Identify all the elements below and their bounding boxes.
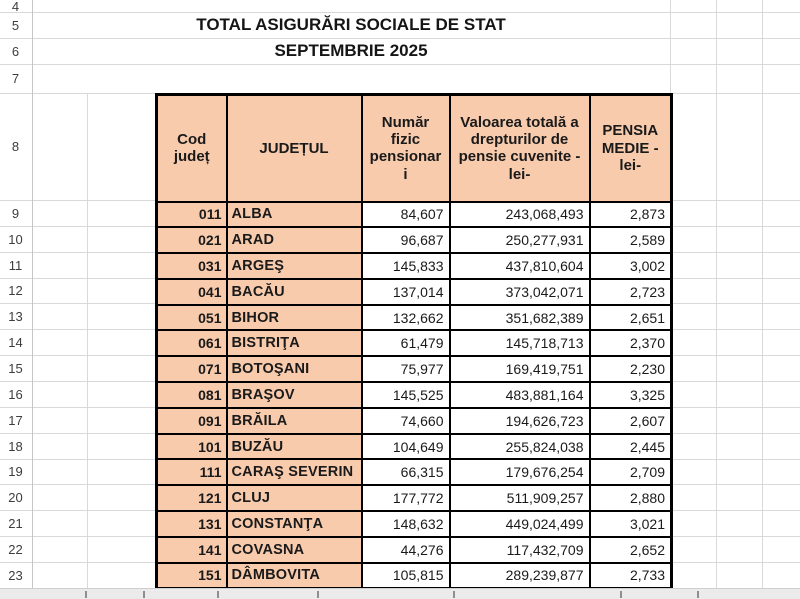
pensia-cell[interactable]: 2,589	[590, 227, 672, 253]
valoare-cell[interactable]: 243,068,493	[450, 202, 590, 228]
column-boundary-tick	[697, 591, 699, 598]
table-row	[157, 563, 672, 589]
table-row	[157, 434, 672, 460]
table-row	[157, 202, 672, 228]
row-header-cell[interactable]: 11	[8, 257, 23, 273]
table-row	[157, 511, 672, 537]
cod-cell[interactable]: 051	[157, 305, 227, 331]
valoare-cell[interactable]: 194,626,723	[450, 408, 590, 434]
valoare-cell[interactable]: 117,432,709	[450, 537, 590, 563]
judet-cell[interactable]: BISTRIŢA	[227, 330, 362, 356]
judet-cell[interactable]: ALBA	[227, 202, 362, 228]
judet-cell[interactable]: CARAŞ SEVERIN	[227, 459, 362, 485]
pensia-cell[interactable]: 2,445	[590, 434, 672, 460]
col-header-valoare-totala[interactable]: Valoarea totală a drepturilor de pensie cuvenite -lei-	[450, 95, 590, 202]
valoare-cell[interactable]: 437,810,604	[450, 253, 590, 279]
numar-cell[interactable]: 105,815	[362, 563, 450, 589]
col-header-cod-judet[interactable]: Cod județ	[157, 95, 227, 202]
pensia-cell[interactable]: 2,230	[590, 356, 672, 382]
column-boundary-tick	[317, 591, 319, 598]
gridline-vertical	[87, 93, 88, 588]
numar-cell[interactable]: 137,014	[362, 279, 450, 305]
col-header-numar-fizic[interactable]: Număr fizic pensionari	[362, 95, 450, 202]
cod-cell[interactable]: 041	[157, 279, 227, 305]
judet-cell[interactable]: CLUJ	[227, 485, 362, 511]
cod-cell[interactable]: 031	[157, 253, 227, 279]
pensia-cell[interactable]: 2,607	[590, 408, 672, 434]
cod-cell[interactable]: 101	[157, 434, 227, 460]
pension-table	[155, 93, 673, 590]
row-header-cell[interactable]: 20	[8, 489, 23, 505]
gridline-vertical	[716, 0, 717, 588]
sheet-bottom-strip	[0, 588, 800, 599]
table-row	[157, 279, 672, 305]
valoare-cell[interactable]: 483,881,164	[450, 382, 590, 408]
row-header-cell[interactable]: 19	[8, 464, 23, 479]
cod-cell[interactable]: 131	[157, 511, 227, 537]
valoare-cell[interactable]: 289,239,877	[450, 563, 590, 589]
numar-cell[interactable]: 132,662	[362, 305, 450, 331]
row-header-cell[interactable]: 8	[11, 139, 20, 154]
numar-cell[interactable]: 177,772	[362, 485, 450, 511]
row-header-cell[interactable]: 12	[8, 283, 23, 298]
cod-cell[interactable]: 011	[157, 202, 227, 228]
pensia-cell[interactable]: 2,370	[590, 330, 672, 356]
column-boundary-tick	[453, 591, 455, 598]
title-cell-septembrie[interactable]: SEPTEMBRIE 2025	[274, 41, 428, 60]
row-header-cell[interactable]: 16	[8, 386, 23, 402]
judet-cell[interactable]: DÂMBOVITA	[227, 563, 362, 589]
numar-cell[interactable]: 96,687	[362, 227, 450, 253]
title-cell-total-asigurari[interactable]: TOTAL ASIGURĂRI SOCIALE DE STAT	[196, 15, 506, 34]
table-row	[157, 408, 672, 434]
row-header-cell[interactable]: 23	[8, 567, 23, 583]
col-header-pensia-medie[interactable]: PENSIA MEDIE -lei-	[590, 95, 672, 202]
table-row	[157, 459, 672, 485]
judet-cell[interactable]: BOTOŞANI	[227, 356, 362, 382]
row-header-cell[interactable]: 14	[8, 334, 23, 350]
judet-cell[interactable]: BUZĂU	[227, 434, 362, 460]
table-header-row	[157, 95, 672, 202]
judet-cell[interactable]: BRAŞOV	[227, 382, 362, 408]
row-header-cell[interactable]: 7	[11, 71, 20, 86]
pensia-cell[interactable]: 2,652	[590, 537, 672, 563]
gridline-vertical	[670, 0, 671, 93]
cod-cell[interactable]: 061	[157, 330, 227, 356]
table-row	[157, 356, 672, 382]
cod-cell[interactable]: 151	[157, 563, 227, 589]
row-header-cell[interactable]: 6	[11, 43, 20, 59]
judet-cell[interactable]: ARGEŞ	[227, 253, 362, 279]
cod-cell[interactable]: 141	[157, 537, 227, 563]
gridline-vertical	[32, 0, 33, 588]
numar-cell[interactable]: 84,607	[362, 202, 450, 228]
judet-cell[interactable]: CONSTANŢA	[227, 511, 362, 537]
row-header-cell[interactable]: 22	[8, 541, 23, 557]
numar-cell[interactable]: 74,660	[362, 408, 450, 434]
pensia-cell[interactable]: 3,021	[590, 511, 672, 537]
numar-cell[interactable]: 104,649	[362, 434, 450, 460]
table-row	[157, 253, 672, 279]
pensia-cell[interactable]: 2,880	[590, 485, 672, 511]
row-header-cell[interactable]: 5	[11, 17, 20, 33]
judet-cell[interactable]: ARAD	[227, 227, 362, 253]
judet-cell[interactable]: BRĂILA	[227, 408, 362, 434]
table-row	[157, 382, 672, 408]
pensia-cell[interactable]: 2,733	[590, 563, 672, 589]
gridline-horizontal	[0, 64, 800, 65]
row-header-cell[interactable]: 4	[11, 0, 20, 12]
numar-cell[interactable]: 44,276	[362, 537, 450, 563]
table-row	[157, 485, 672, 511]
column-boundary-tick	[620, 591, 622, 598]
valoare-cell[interactable]: 351,682,389	[450, 305, 590, 331]
valoare-cell[interactable]: 373,042,071	[450, 279, 590, 305]
pensia-cell[interactable]: 3,002	[590, 253, 672, 279]
numar-cell[interactable]: 75,977	[362, 356, 450, 382]
row-header-cell[interactable]: 18	[8, 438, 23, 454]
valoare-cell[interactable]: 169,419,751	[450, 356, 590, 382]
valoare-cell[interactable]: 179,676,254	[450, 459, 590, 485]
valoare-cell[interactable]: 250,277,931	[450, 227, 590, 253]
table-row	[157, 537, 672, 563]
table-row	[157, 305, 672, 331]
pensia-cell[interactable]: 2,873	[590, 202, 672, 228]
cod-cell[interactable]: 081	[157, 382, 227, 408]
valoare-cell[interactable]: 255,824,038	[450, 434, 590, 460]
pensia-cell[interactable]: 2,709	[590, 459, 672, 485]
col-header-judetul[interactable]: JUDEȚUL	[227, 95, 362, 202]
column-boundary-tick	[85, 591, 87, 598]
gridline-vertical	[762, 0, 763, 588]
cod-cell[interactable]: 091	[157, 408, 227, 434]
row-header-cell[interactable]: 10	[8, 231, 23, 247]
row-header-cell[interactable]: 9	[11, 205, 20, 221]
table-row	[157, 227, 672, 253]
numar-cell[interactable]: 145,525	[362, 382, 450, 408]
judet-cell[interactable]: COVASNA	[227, 537, 362, 563]
row-header-cell[interactable]: 13	[8, 308, 23, 324]
valoare-cell[interactable]: 145,718,713	[450, 330, 590, 356]
numar-cell[interactable]: 145,833	[362, 253, 450, 279]
valoare-cell[interactable]: 511,909,257	[450, 485, 590, 511]
numar-cell[interactable]: 148,632	[362, 511, 450, 537]
valoare-cell[interactable]: 449,024,499	[450, 511, 590, 537]
column-boundary-tick	[143, 591, 145, 598]
row-header-cell[interactable]: 21	[8, 515, 23, 531]
row-header-cell[interactable]: 17	[8, 412, 23, 428]
cod-cell[interactable]: 121	[157, 485, 227, 511]
judet-cell[interactable]: BACĂU	[227, 279, 362, 305]
numar-cell[interactable]: 66,315	[362, 459, 450, 485]
column-boundary-tick	[217, 591, 219, 598]
numar-cell[interactable]: 61,479	[362, 330, 450, 356]
table-row	[157, 330, 672, 356]
cod-cell[interactable]: 021	[157, 227, 227, 253]
pensia-cell[interactable]: 3,325	[590, 382, 672, 408]
judet-cell[interactable]: BIHOR	[227, 305, 362, 331]
cod-cell[interactable]: 111	[157, 459, 227, 485]
pensia-cell[interactable]: 2,723	[590, 279, 672, 305]
pensia-cell[interactable]: 2,651	[590, 305, 672, 331]
cod-cell[interactable]: 071	[157, 356, 227, 382]
row-header-cell[interactable]: 15	[8, 360, 23, 376]
